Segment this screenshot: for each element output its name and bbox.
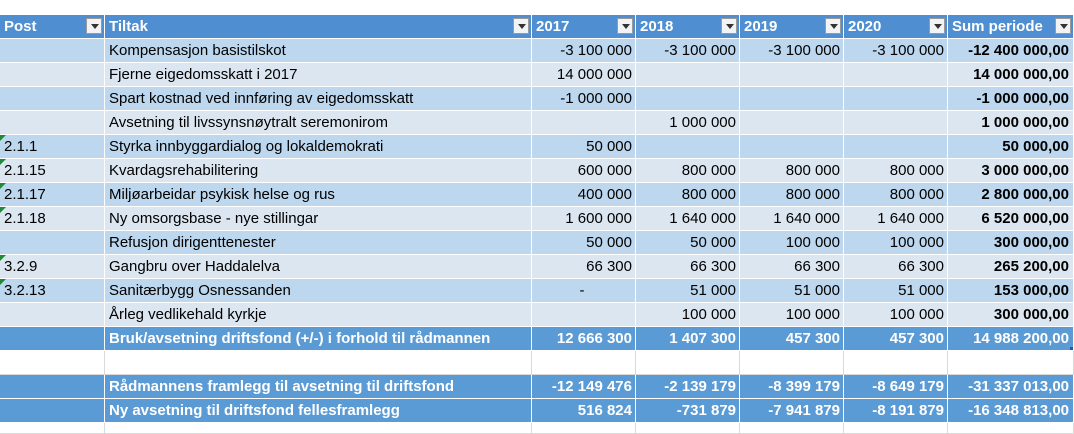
empty-cell[interactable] bbox=[105, 423, 532, 434]
header-2018[interactable] bbox=[636, 15, 740, 39]
cell-2017[interactable]: 66 300 bbox=[532, 255, 636, 279]
header-label: Tiltak bbox=[109, 18, 148, 35]
cell-sum[interactable]: -12 400 000,00 bbox=[948, 39, 1074, 63]
cell-post-value: 2.1.17 bbox=[4, 186, 46, 203]
cell-2020[interactable] bbox=[844, 111, 948, 135]
header-tiltak[interactable] bbox=[105, 15, 532, 39]
cell-2018[interactable]: 100 000 bbox=[636, 303, 740, 327]
cell-sum[interactable] bbox=[948, 327, 1074, 351]
cell-2018[interactable]: 1 000 000 bbox=[636, 111, 740, 135]
header-2020[interactable] bbox=[844, 15, 948, 39]
cell-2018[interactable]: 51 000 bbox=[636, 279, 740, 303]
header-sum-periode[interactable] bbox=[948, 15, 1074, 39]
cell-2019[interactable] bbox=[740, 63, 844, 87]
cell-2020[interactable]: 51 000 bbox=[844, 279, 948, 303]
table-row bbox=[0, 231, 1074, 255]
filter-dropdown-icon[interactable] bbox=[617, 18, 633, 34]
cell-2020[interactable]: 800 000 bbox=[844, 159, 948, 183]
cell-2020[interactable] bbox=[844, 87, 948, 111]
table-row bbox=[0, 39, 1074, 63]
cell-tiltak[interactable]: Bruk/avsetning driftsfond (+/-) i forhold til rådmannen bbox=[105, 327, 532, 351]
empty-cell[interactable] bbox=[740, 351, 844, 375]
filter-dropdown-icon[interactable] bbox=[86, 18, 102, 34]
header-2019[interactable] bbox=[740, 15, 844, 39]
cell-2018[interactable]: 66 300 bbox=[636, 255, 740, 279]
header-label: 2017 bbox=[536, 18, 570, 35]
filter-dropdown-icon[interactable] bbox=[825, 18, 841, 34]
cell-tiltak[interactable]: Ny avsetning til driftsfond fellesframlegg bbox=[105, 399, 532, 423]
cell-sum[interactable]: 265 200,00 bbox=[948, 255, 1074, 279]
cell-2018[interactable]: 1 407 300 bbox=[636, 327, 740, 351]
cell-2019[interactable]: -7 941 879 bbox=[740, 399, 844, 423]
empty-cell[interactable] bbox=[844, 423, 948, 434]
cell-2017[interactable] bbox=[532, 303, 636, 327]
filter-dropdown-icon[interactable] bbox=[721, 18, 737, 34]
table-row bbox=[0, 63, 1074, 87]
cell-2020[interactable]: 800 000 bbox=[844, 183, 948, 207]
empty-cell[interactable] bbox=[844, 351, 948, 375]
table-row bbox=[0, 135, 1074, 159]
resize-handle-icon[interactable] bbox=[1070, 347, 1073, 350]
cell-post[interactable] bbox=[0, 279, 105, 303]
cell-post[interactable] bbox=[0, 87, 105, 111]
cell-2019[interactable]: 100 000 bbox=[740, 303, 844, 327]
cell-post[interactable] bbox=[0, 375, 105, 399]
cell-post[interactable] bbox=[0, 39, 105, 63]
cell-2017[interactable]: 14 000 000 bbox=[532, 63, 636, 87]
empty-cell[interactable] bbox=[636, 423, 740, 434]
header-label: Sum periode bbox=[952, 18, 1043, 35]
cell-post[interactable] bbox=[0, 159, 105, 183]
cell-post-value: 2.1.18 bbox=[4, 210, 46, 227]
cell-2019[interactable]: 457 300 bbox=[740, 327, 844, 351]
table-row bbox=[0, 207, 1074, 231]
cell-2018[interactable]: 1 640 000 bbox=[636, 207, 740, 231]
cell-2019[interactable]: 51 000 bbox=[740, 279, 844, 303]
empty-cell[interactable] bbox=[0, 423, 105, 434]
table-row bbox=[0, 159, 1074, 183]
error-indicator-icon bbox=[0, 159, 6, 165]
cell-sum[interactable]: 2 800 000,00 bbox=[948, 183, 1074, 207]
cell-2020[interactable]: -8 191 879 bbox=[844, 399, 948, 423]
table-row bbox=[0, 255, 1074, 279]
cell-2018[interactable]: 800 000 bbox=[636, 183, 740, 207]
cell-post-value: 2.1.1 bbox=[4, 138, 38, 155]
cell-2017[interactable]: - bbox=[532, 279, 636, 303]
cell-2017[interactable]: 516 824 bbox=[532, 399, 636, 423]
filter-dropdown-icon[interactable] bbox=[1055, 18, 1071, 34]
cell-sum[interactable]: -31 337 013,00 bbox=[948, 375, 1074, 399]
empty-cell[interactable] bbox=[740, 423, 844, 434]
summary-row bbox=[0, 375, 1074, 399]
cell-2017[interactable] bbox=[532, 111, 636, 135]
cell-2018[interactable] bbox=[636, 63, 740, 87]
cell-sum[interactable]: 300 000,00 bbox=[948, 303, 1074, 327]
cell-2020[interactable]: 100 000 bbox=[844, 231, 948, 255]
empty-row bbox=[0, 423, 1074, 434]
error-indicator-icon bbox=[0, 207, 6, 213]
cell-2018[interactable] bbox=[636, 135, 740, 159]
cell-2019[interactable]: 100 000 bbox=[740, 231, 844, 255]
total-row bbox=[0, 327, 1074, 351]
empty-cell[interactable] bbox=[532, 423, 636, 434]
cell-tiltak[interactable]: Miljøarbeidar psykisk helse og rus bbox=[105, 183, 532, 207]
cell-2017[interactable]: -3 100 000 bbox=[532, 39, 636, 63]
cell-2019[interactable] bbox=[740, 111, 844, 135]
empty-cell[interactable] bbox=[636, 351, 740, 375]
cell-post-value: 2.1.15 bbox=[4, 162, 46, 179]
filter-dropdown-icon[interactable] bbox=[929, 18, 945, 34]
table-row bbox=[0, 87, 1074, 111]
empty-row bbox=[0, 351, 1074, 375]
cell-tiltak[interactable]: Kvardagsrehabilitering bbox=[105, 159, 532, 183]
header-row bbox=[0, 15, 1074, 39]
cell-2017[interactable]: 12 666 300 bbox=[532, 327, 636, 351]
cell-tiltak[interactable]: Fjerne eigedomsskatt i 2017 bbox=[105, 63, 532, 87]
cell-2019[interactable]: 800 000 bbox=[740, 183, 844, 207]
cell-2018[interactable]: 800 000 bbox=[636, 159, 740, 183]
cell-post-value: 3.2.9 bbox=[4, 258, 38, 275]
filter-dropdown-icon[interactable] bbox=[513, 18, 529, 34]
cell-tiltak[interactable]: Refusjon dirigenttenester bbox=[105, 231, 532, 255]
cell-post[interactable] bbox=[0, 135, 105, 159]
cell-post[interactable] bbox=[0, 231, 105, 255]
cell-2019[interactable]: 1 640 000 bbox=[740, 207, 844, 231]
cell-2020[interactable]: -8 649 179 bbox=[844, 375, 948, 399]
cell-sum[interactable]: 6 520 000,00 bbox=[948, 207, 1074, 231]
cell-2020[interactable]: 100 000 bbox=[844, 303, 948, 327]
table-row bbox=[0, 303, 1074, 327]
cell-sum-value: 14 988 200,00 bbox=[973, 330, 1069, 347]
cell-sum[interactable]: 50 000,00 bbox=[948, 135, 1074, 159]
cell-2019[interactable] bbox=[740, 87, 844, 111]
cell-post[interactable] bbox=[0, 111, 105, 135]
error-indicator-icon bbox=[0, 279, 6, 285]
cell-sum[interactable]: 300 000,00 bbox=[948, 231, 1074, 255]
cell-sum[interactable]: -1 000 000,00 bbox=[948, 87, 1074, 111]
cell-post[interactable] bbox=[0, 183, 105, 207]
cell-2019[interactable]: 800 000 bbox=[740, 159, 844, 183]
cell-tiltak[interactable]: Sanitærbygg Osnessanden bbox=[105, 279, 532, 303]
cell-post[interactable] bbox=[0, 327, 105, 351]
cell-tiltak[interactable]: Rådmannens framlegg til avsetning til driftsfond bbox=[105, 375, 532, 399]
empty-cell[interactable] bbox=[948, 423, 1074, 434]
cell-sum[interactable]: -16 348 813,00 bbox=[948, 399, 1074, 423]
cell-2018[interactable]: -731 879 bbox=[636, 399, 740, 423]
cell-2018[interactable]: -2 139 179 bbox=[636, 375, 740, 399]
cell-2020[interactable]: 1 640 000 bbox=[844, 207, 948, 231]
cell-post[interactable] bbox=[0, 207, 105, 231]
cell-2019[interactable]: -3 100 000 bbox=[740, 39, 844, 63]
cell-tiltak[interactable]: Styrka innbyggardialog og lokaldemokrati bbox=[105, 135, 532, 159]
cell-2018[interactable]: -3 100 000 bbox=[636, 39, 740, 63]
cell-2017[interactable]: -1 000 000 bbox=[532, 87, 636, 111]
cell-tiltak[interactable]: Kompensasjon basistilskot bbox=[105, 39, 532, 63]
table-row bbox=[0, 183, 1074, 207]
cell-tiltak[interactable]: Årleg vedlikehald kyrkje bbox=[105, 303, 532, 327]
cell-sum[interactable]: 1 000 000,00 bbox=[948, 111, 1074, 135]
empty-cell[interactable] bbox=[0, 351, 105, 375]
cell-2020[interactable] bbox=[844, 135, 948, 159]
empty-cell[interactable] bbox=[948, 351, 1074, 375]
header-label: 2019 bbox=[744, 18, 778, 35]
cell-sum[interactable]: 153 000,00 bbox=[948, 279, 1074, 303]
cell-2017[interactable]: 50 000 bbox=[532, 231, 636, 255]
cell-post[interactable] bbox=[0, 255, 105, 279]
cell-2019[interactable]: 66 300 bbox=[740, 255, 844, 279]
cell-sum[interactable]: 14 000 000,00 bbox=[948, 63, 1074, 87]
table-row bbox=[0, 279, 1074, 303]
cell-2019[interactable]: -8 399 179 bbox=[740, 375, 844, 399]
cell-post-value: 3.2.13 bbox=[4, 282, 46, 299]
cell-2020[interactable]: 457 300 bbox=[844, 327, 948, 351]
cell-2020[interactable] bbox=[844, 63, 948, 87]
error-indicator-icon bbox=[0, 183, 6, 189]
cell-2017[interactable]: 400 000 bbox=[532, 183, 636, 207]
cell-tiltak[interactable]: Avsetning til livssynsnøytralt seremonirom bbox=[105, 111, 532, 135]
header-label: 2020 bbox=[848, 18, 882, 35]
error-indicator-icon bbox=[0, 255, 6, 261]
cell-post[interactable] bbox=[0, 63, 105, 87]
cell-tiltak[interactable]: Spart kostnad ved innføring av eigedomsskatt bbox=[105, 87, 532, 111]
error-indicator-icon bbox=[0, 135, 6, 141]
header-label: Post bbox=[4, 18, 37, 35]
header-2017[interactable] bbox=[532, 15, 636, 39]
cell-2017[interactable]: -12 149 476 bbox=[532, 375, 636, 399]
cell-sum[interactable]: 3 000 000,00 bbox=[948, 159, 1074, 183]
table-row bbox=[0, 111, 1074, 135]
header-label: 2018 bbox=[640, 18, 674, 35]
cell-2020[interactable]: -3 100 000 bbox=[844, 39, 948, 63]
cell-2018[interactable]: 50 000 bbox=[636, 231, 740, 255]
empty-cell[interactable] bbox=[105, 351, 532, 375]
cell-2020[interactable]: 66 300 bbox=[844, 255, 948, 279]
cell-post[interactable] bbox=[0, 303, 105, 327]
summary-row bbox=[0, 399, 1074, 423]
cell-tiltak[interactable]: Ny omsorgsbase - nye stillingar bbox=[105, 207, 532, 231]
cell-post[interactable] bbox=[0, 399, 105, 423]
cell-2017[interactable]: 50 000 bbox=[532, 135, 636, 159]
empty-cell[interactable] bbox=[532, 351, 636, 375]
cell-tiltak[interactable]: Gangbru over Haddalelva bbox=[105, 255, 532, 279]
cell-2019[interactable] bbox=[740, 135, 844, 159]
header-post[interactable] bbox=[0, 15, 105, 39]
cell-2018[interactable] bbox=[636, 87, 740, 111]
cell-2017[interactable]: 600 000 bbox=[532, 159, 636, 183]
cell-2017[interactable]: 1 600 000 bbox=[532, 207, 636, 231]
